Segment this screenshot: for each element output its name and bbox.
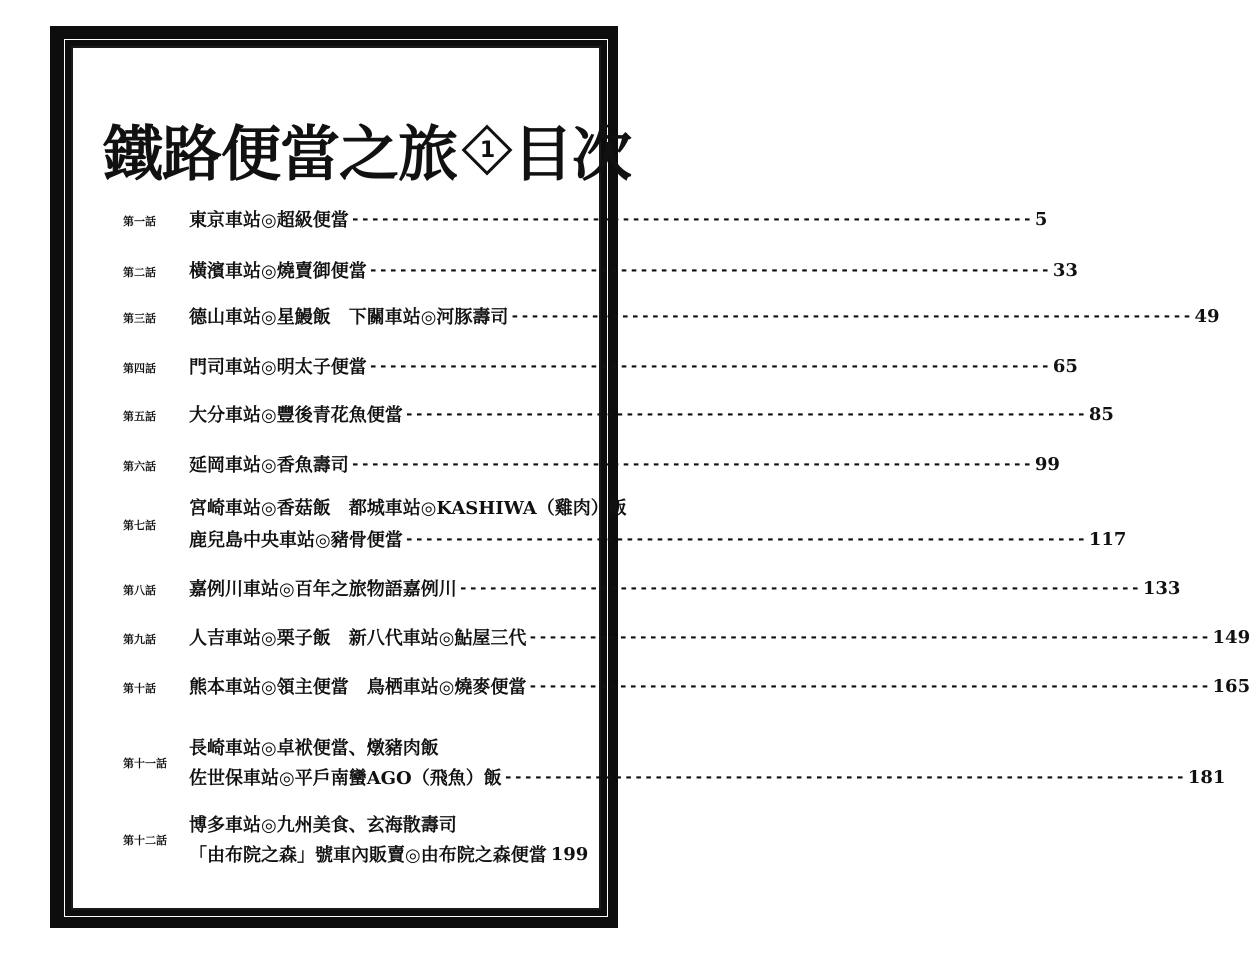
toc-line xyxy=(189,257,1078,283)
page-number: 85 xyxy=(1088,403,1114,425)
page-number: 5 xyxy=(1034,208,1048,230)
dot-leader: -------------------------------------------------------------------- xyxy=(350,455,1033,473)
toc-line xyxy=(189,526,1127,552)
chapter-title: 橫濱車站◎燒賣御便當 xyxy=(189,261,367,282)
page-number: 65 xyxy=(1052,355,1078,377)
title-suffix: 目次 xyxy=(513,120,631,190)
dot-leader: -------------------------------------------------------------------- xyxy=(528,677,1211,695)
dot-leader: -------------------------------------------------------------------- xyxy=(458,579,1141,597)
title-main: 鐵路便當之旅 xyxy=(103,120,457,190)
chapter-title: 博多車站◎九州美食、玄海散壽司 xyxy=(189,815,457,836)
chapter-number: 第七話 xyxy=(123,519,156,532)
chapter-number: 第四話 xyxy=(123,362,156,375)
chapter-title: 宮崎車站◎香菇飯 都城車站◎KASHIWA（雞肉）飯 xyxy=(189,498,627,519)
dot-leader: -------------------------------------------------------------------- xyxy=(503,768,1186,786)
chapter-number: 第九話 xyxy=(123,633,156,646)
toc-line xyxy=(189,841,589,867)
dot-leader: -------------------------------------------------------------------- xyxy=(368,261,1051,279)
chapter-title: 大分車站◎豐後青花魚便當 xyxy=(189,405,403,426)
chapter-number: 第三話 xyxy=(123,312,156,325)
chapter-title: 佐世保車站◎平戶南蠻AGO（飛魚）飯 xyxy=(189,768,502,789)
page-number: 181 xyxy=(1187,766,1226,788)
dot-leader: -------------------------------------------------------------------- xyxy=(368,357,1051,375)
page-number: 199 xyxy=(550,843,589,865)
table-of-contents xyxy=(73,48,1250,908)
toc-line xyxy=(189,206,1048,232)
chapter-title: 嘉例川車站◎百年之旅物語嘉例川 xyxy=(189,579,457,600)
dot-leader: -------------------------------------------------------------------- xyxy=(510,307,1193,325)
toc-line xyxy=(189,575,1181,601)
page-border-inner xyxy=(64,39,1250,917)
page-number: 165 xyxy=(1212,675,1250,697)
chapter-title: 長崎車站◎卓袱便當、燉豬肉飯 xyxy=(189,738,439,759)
toc-line xyxy=(189,673,1250,699)
page-number: 133 xyxy=(1142,577,1181,599)
toc-line xyxy=(189,734,575,760)
chapter-title: 人吉車站◎栗子飯 新八代車站◎鮎屋三代 xyxy=(189,628,527,649)
volume-number: 1 xyxy=(479,137,495,163)
chapter-number: 第十話 xyxy=(123,682,156,695)
page-number: 33 xyxy=(1052,259,1078,281)
chapter-number: 第十一話 xyxy=(123,757,167,770)
chapter-number: 第五話 xyxy=(123,410,156,423)
page-number: 117 xyxy=(1088,528,1127,550)
chapter-number: 第二話 xyxy=(123,266,156,279)
toc-line xyxy=(189,811,575,837)
chapter-title: 延岡車站◎香魚壽司 xyxy=(189,455,349,476)
chapter-title: 鹿兒島中央車站◎豬骨便當 xyxy=(189,530,403,551)
page-number: 99 xyxy=(1034,453,1060,475)
contents-page xyxy=(71,46,1250,910)
chapter-number: 第一話 xyxy=(123,215,156,228)
toc-line xyxy=(189,624,1250,650)
chapter-title: 「由布院之森」號車內販賣◎由布院之森便當 xyxy=(189,845,547,866)
chapter-title: 東京車站◎超級便當 xyxy=(189,210,349,231)
chapter-title: 德山車站◎星鰻飯 下關車站◎河豚壽司 xyxy=(189,307,509,328)
toc-line xyxy=(189,764,1226,790)
toc-line xyxy=(189,494,627,520)
page-border-outer xyxy=(50,26,1250,928)
toc-line xyxy=(189,303,1220,329)
page-number: 149 xyxy=(1212,626,1250,648)
page-number: 49 xyxy=(1194,305,1220,327)
chapter-number: 第八話 xyxy=(123,584,156,597)
chapter-number: 第六話 xyxy=(123,460,156,473)
chapter-title: 熊本車站◎領主便當 鳥栖車站◎燒麥便當 xyxy=(189,677,527,698)
dot-leader: -------------------------------------------------------------------- xyxy=(404,530,1087,548)
dot-leader: -------------------------------------------------------------------- xyxy=(528,628,1211,646)
dot-leader: -------------------------------------------------------------------- xyxy=(350,210,1033,228)
toc-line xyxy=(189,401,1114,427)
toc-line xyxy=(189,451,1060,477)
chapter-title: 門司車站◎明太子便當 xyxy=(189,357,367,378)
toc-line xyxy=(189,353,1078,379)
dot-leader: -------------------------------------------------------------------- xyxy=(404,405,1087,423)
chapter-number: 第十二話 xyxy=(123,834,167,847)
